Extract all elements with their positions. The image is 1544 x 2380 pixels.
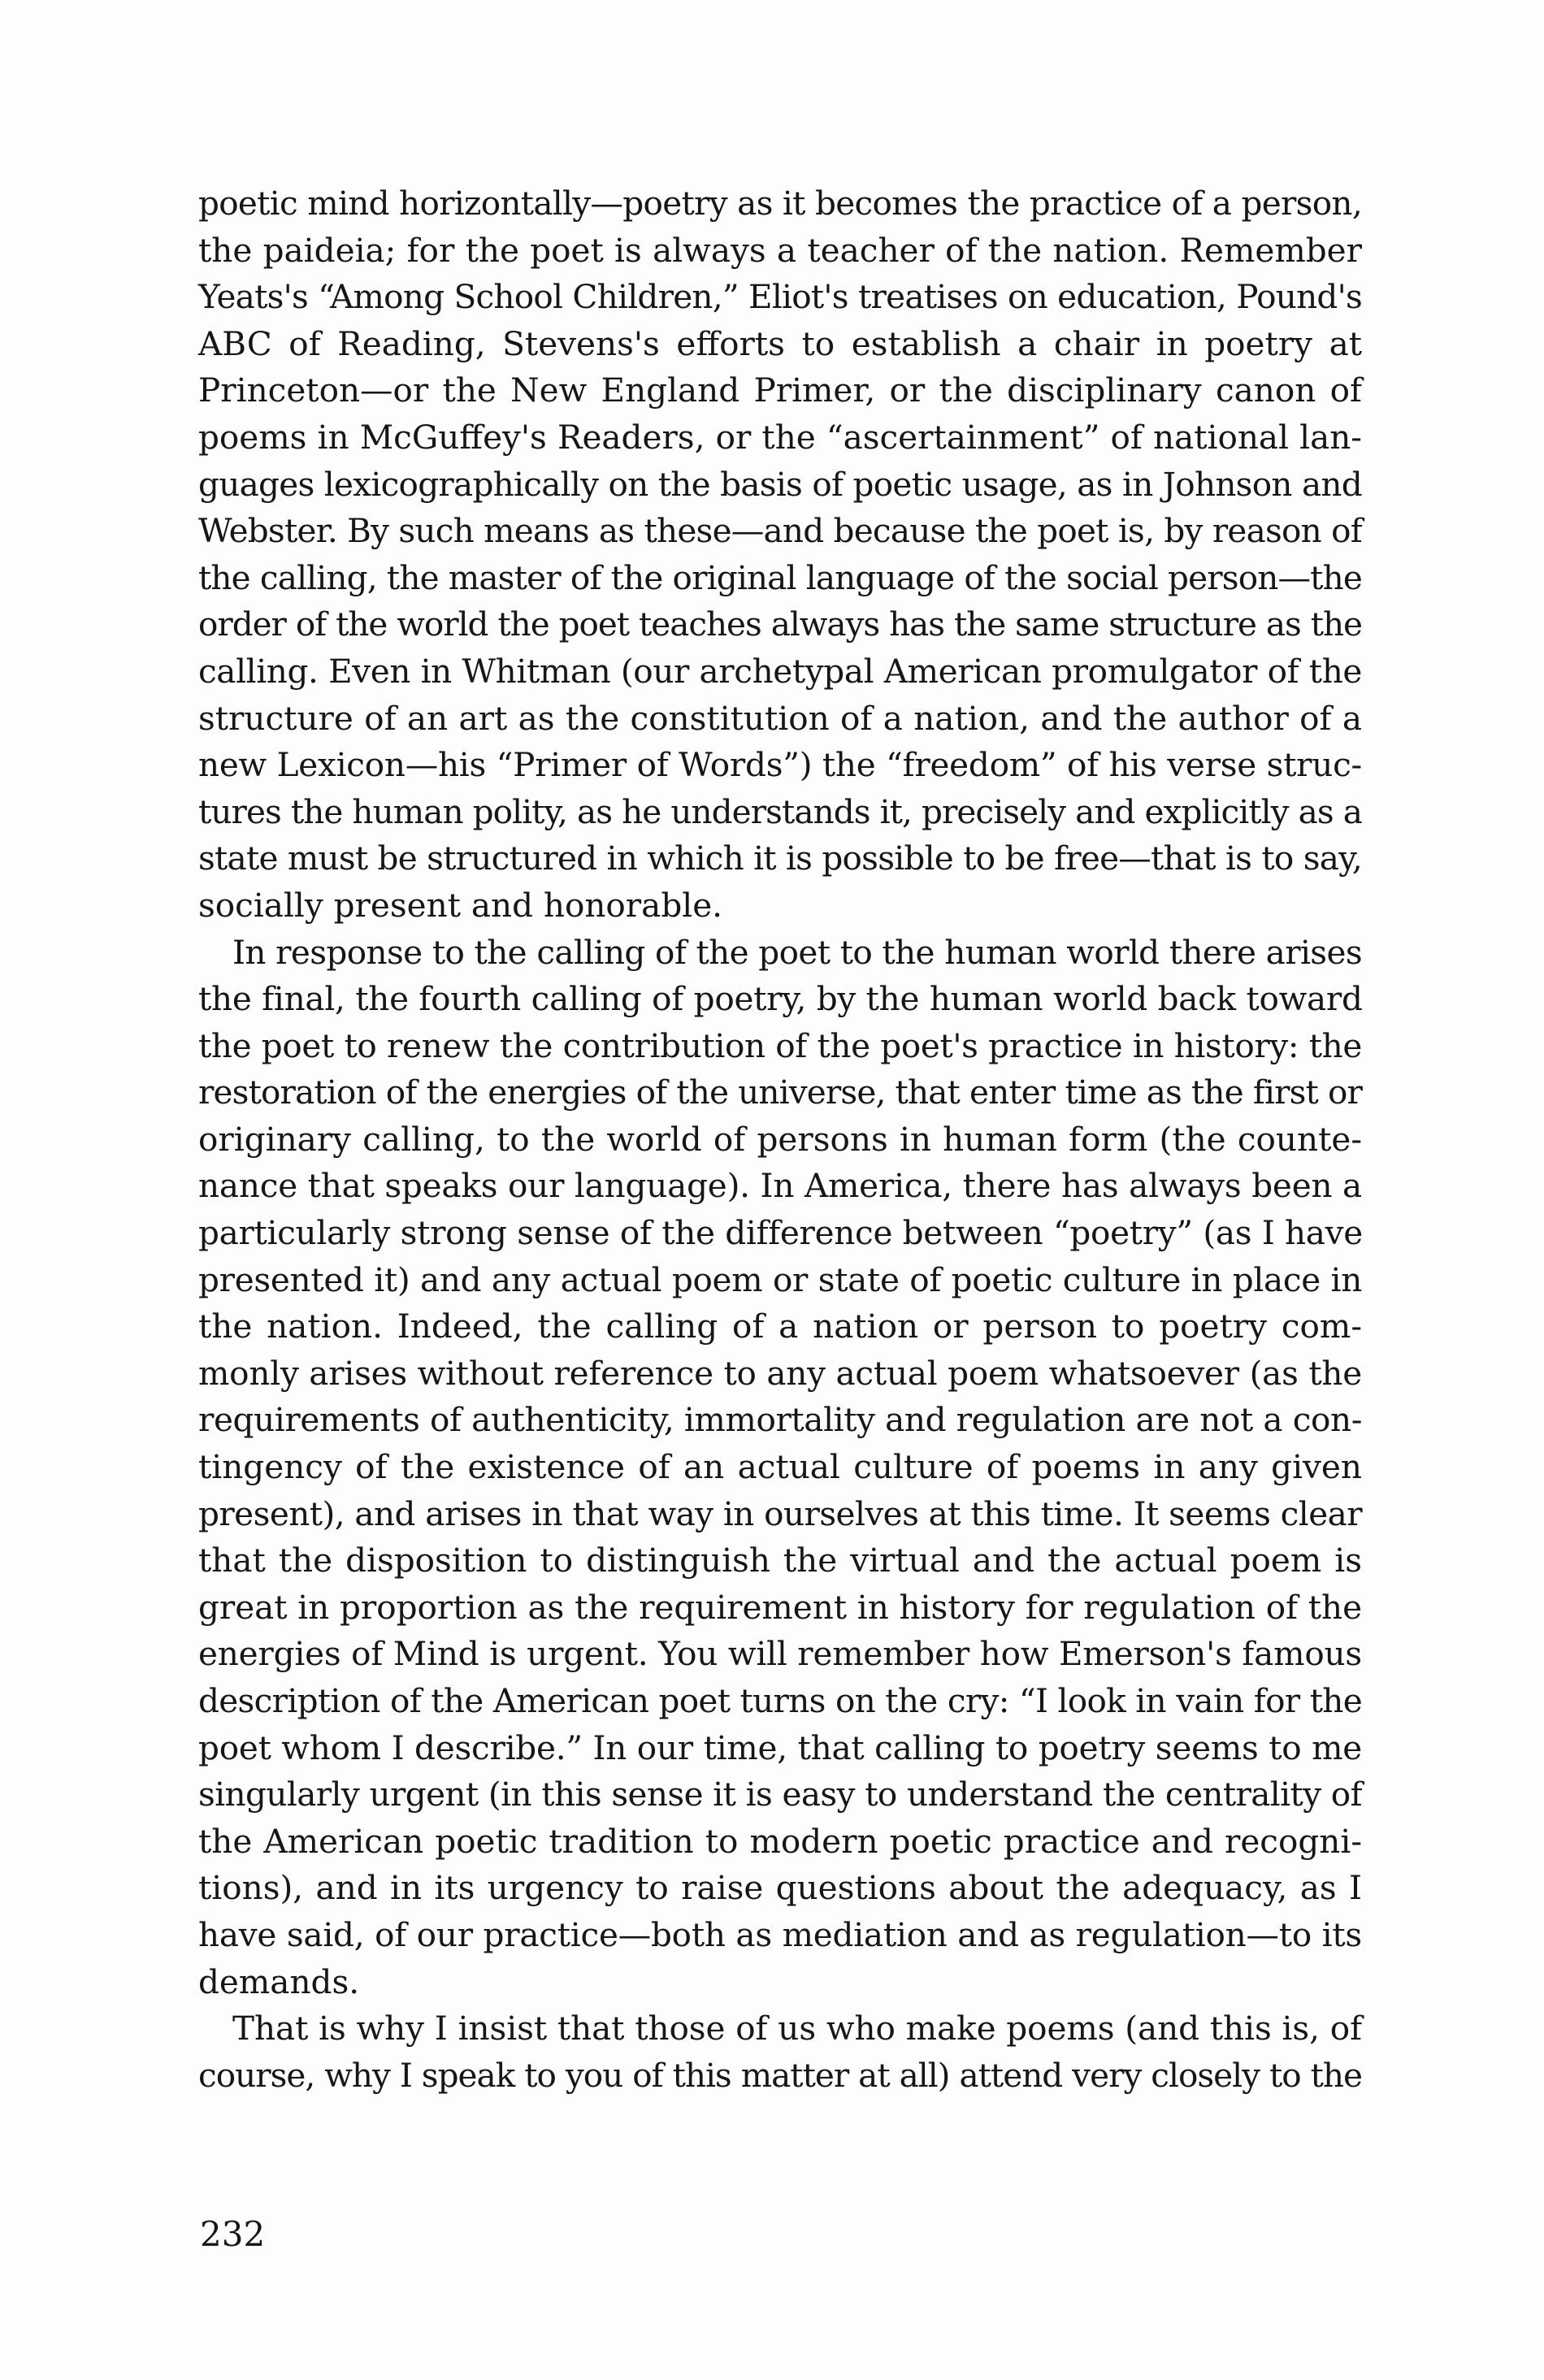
text-line: the calling, the master of the original language of the social person—the [198, 557, 1362, 597]
text-line: Yeats's “Among School Children,” Eliot's treatises on education, Pound's [198, 277, 1362, 317]
text-line: calling. Even in Whitman (our archetypal American promulgator of the [198, 651, 1362, 691]
text-line: singularly urgent (in this sense it is easy to understand the centrality of [198, 1775, 1362, 1814]
paragraph-start-line: That is why I insist that those of us who make poems (and this is, of [232, 2009, 1362, 2048]
text-line: presented it) and any actual poem or state of poetic culture in place in [198, 1259, 1362, 1299]
paragraph-end-line: socially present and honorable. [198, 885, 723, 925]
text-line: poetic mind horizontally—poetry as it becomes the practice of a person, [198, 184, 1362, 223]
text-line: description of the American poet turns on the cry: “I look in vain for the [198, 1681, 1362, 1720]
text-line: originary calling, to the world of persons in human form (the counte- [198, 1119, 1362, 1159]
text-line: state must be structured in which it is possible to be free—that is to say, [198, 839, 1362, 878]
text-line: the nation. Indeed, the calling of a nation or person to poetry com- [198, 1307, 1362, 1346]
text-line: the poet to renew the contribution of the poet's practice in history: the [198, 1025, 1362, 1065]
text-line: the paideia; for the poet is always a teacher of the nation. Remember [198, 230, 1362, 270]
text-line: monly arises without reference to any actual poem whatsoever (as the [198, 1353, 1362, 1393]
text-line: great in proportion as the requirement in history for regulation of the [198, 1587, 1362, 1627]
text-line: course, why I speak to you of this matter at all) attend very closely to the [198, 2055, 1362, 2095]
text-line: particularly strong sense of the difference between “poetry” (as I have [198, 1213, 1363, 1253]
text-line: the final, the fourth calling of poetry, by the human world back toward [198, 979, 1363, 1019]
text-line: new Lexicon—his “Primer of Words”) the “freedom” of his verse struc- [198, 745, 1362, 785]
text-line: the American poetic tradition to modern poetic practice and recogni- [198, 1821, 1362, 1861]
text-line: Webster. By such means as these—and because the poet is, by reason of [198, 511, 1362, 551]
text-line: that the disposition to distinguish the virtual and the actual poem is [198, 1541, 1362, 1580]
page-number: 232 [200, 2214, 266, 2254]
text-line: requirements of authenticity, immortality and regulation are not a con- [198, 1400, 1362, 1440]
text-line: restoration of the energies of the universe, that enter time as the first or [198, 1073, 1363, 1112]
text-line: order of the world the poet teaches always has the same structure as the [198, 605, 1362, 644]
text-line: structure of an art as the constitution of a nation, and the author of a [198, 698, 1362, 738]
text-line: nance that speaks our language). In America, there has always been a [198, 1166, 1362, 1206]
text-line: tions), and in its urgency to raise questions about the adequacy, as I [198, 1868, 1362, 1908]
text-line: tingency of the existence of an actual culture of poems in any given [198, 1447, 1362, 1487]
text-line: guages lexicographically on the basis of poetic usage, as in Johnson and [198, 464, 1362, 504]
text-line: tures the human polity, as he understands it, precisely and explicitly as a [198, 791, 1362, 831]
text-line: energies of Mind is urgent. You will remember how Emerson's famous [198, 1634, 1362, 1674]
paragraph-end-line: demands. [198, 1962, 360, 2001]
text-line: poet whom I describe.” In our time, that calling to poetry seems to me [198, 1728, 1362, 1767]
text-line: poems in McGuffey's Readers, or the “ascertainment” of national lan- [198, 417, 1362, 457]
text-line: present), and arises in that way in ourselves at this time. It seems clear [198, 1493, 1362, 1533]
text-line: have said, of our practice—both as mediation and as regulation—to its [198, 1914, 1362, 1954]
paragraph-start-line: In response to the calling of the poet to the human world there arises [232, 932, 1362, 972]
text-line: Princeton—or the New England Primer, or the disciplinary canon of [198, 371, 1362, 410]
body-text [198, 180, 1362, 2099]
text-line: ABC of Reading, Stevens's efforts to establish a chair in poetry at [198, 323, 1362, 363]
